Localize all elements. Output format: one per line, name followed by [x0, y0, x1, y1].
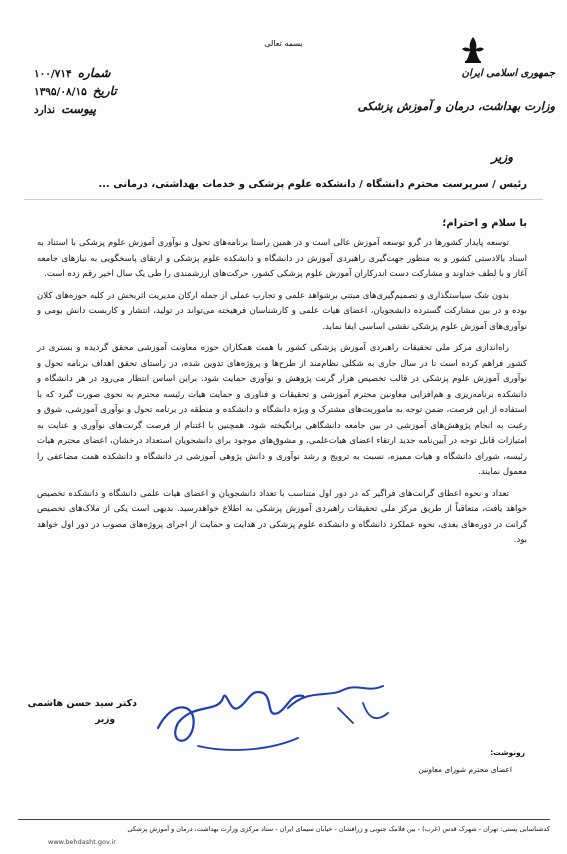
paragraph: تعداد و نحوه اعطای گرانت‌های فراگیر که در دور اول متناسب با تعداد دانشجویان و اعضای هیات علمی دانشگاه و دانشکده تخصیص خواهد یافت، متعاقباً از طریق مرکز ملی تحقیقات راهبردی آموزش پزشکی به اطلاع خواهدرسید. بدیهی است یکی از ملاک‌های تخصیص گرانت در دوره‌های بعدی، نحوه عملکرد دانشگاه و دانشکده علوم پزشکی در هدایت و حمایت از اجرای پروژه‌های مصوب در دور اول خواهد بود. — [37, 488, 527, 545]
date-value: ۱۳۹۵/۰۸/۱۵ — [34, 86, 87, 98]
office-heading: وزیر — [491, 150, 513, 164]
divider — [24, 199, 543, 200]
salutation: با سلام و احترام؛ — [442, 218, 527, 229]
ministry-name: وزارت بهداشت، درمان و آموزش پزشکی — [357, 99, 555, 113]
paragraph: بدون شک سیاستگذاری و تصمیم‌گیری‌های مبتنی برشواهد علمی و تجارب عملی از جمله ارکان مدیریت اثربخش در کلیه حوزه‌های کلان بوده و در بین مشارکت گسترده دانشجویان، اعضای هیات علمی و کارشناسان فرهیخته می‌تواند در تولید، انتشار و کاربست دانش بومی و نوآوری‌های آموزش علوم پزشکی نقشی اساسی ایفا نماید. — [37, 290, 527, 332]
cc-label: رونوشت: — [490, 748, 525, 757]
paragraph: توسعه پایدار کشورها در گرو توسعه آموزش عالی است و در همین راستا برنامه‌های تحول و نوآوری آموزش علوم پزشکی با استناد به اسناد بالادستی کشور و به منظور جهت‌گیری راهبردی آموزش در دانشگاه و دانشکده علوم پزشکی و ارتقای پاسخگویی به نیازهای جامعه آغاز و با لطف خداوند و مشارکت دست اندرکاران آموزش علوم پزشکی کشور، حرکت‌های ارزشمندی را طی یک سال اخیر رقم زده است. — [37, 238, 527, 279]
signatory-title: وزیر — [95, 715, 115, 725]
footer-address: کدشناسایی پستی: تهران - شهرک قدس (غرب) - بین فلامک جنوبی و زرافشان - خیابان سیمای ایران - ستاد مرکزی وزارت بهداشت، درمان و آموزش پزشکی — [127, 825, 550, 833]
reference-block — [34, 66, 184, 120]
country-name: جمهوری اسلامی ایران — [461, 68, 555, 79]
letter-body — [37, 236, 527, 555]
footer-website[interactable]: www.behdasht.gov.ir — [48, 838, 116, 846]
reference-attachment-row — [34, 102, 184, 120]
invocation: بسمه تعالی — [264, 39, 303, 48]
number-value: ۱۰۰/۷۱۴ — [34, 68, 72, 80]
cc-item: اعضای محترم شورای معاونین — [418, 765, 512, 774]
reference-date-row — [34, 84, 184, 102]
number-label: شماره — [77, 66, 111, 80]
attachment-label: پیوست — [61, 102, 97, 116]
paragraph: راه‌اندازی مرکز ملی تحقیقات راهبردی آموزش پزشکی کشور با همت همکاران حوزه معاونت آموزشی محقق گردیده و بستری در کشور فراهم کرده است تا در سال جاری به شکلی نظام‌مند از طرح‌ها و پروژه‌های تدوین شده، در راستای تحقق اهداف برنامه تحول و نوآوری آموزش علوم پزشکی در قالب تخصیص هزار گرنت پژوهش و نوآوری حمایت شود. براین اساس انتظار می‌رود در هر دانشگاه و دانشکده برنامه‌ریزی و هم‌افزایی معاونین محترم آموزشی و تحقیقات و فناوری و حمایت هیات رئیسه محترم به نحوی صورت گیرد که با استفاده از این فرصت، ضمن توجه به ماموریت‌های مشترک و ویژه دانشگاه و دانشکده و منطقه در برنامه تحول و نوآوری آموزشی، شوق و رغبت به انجام پژوهش‌های آموزشی در بین جامعه دانشگاهی برانگیخته شود. همچنین با اغتنام از فرصت گرنت‌های نوآوری و عنایت به امتیازات قابل توجه در آیین‌نامه جدید ارتقاء اعضای هیات‌علمی، و مشوق‌های موجود برای دانشجویان استعداد درخشان، اعضای محترم هیات رئیسه، شورای دانشگاه و هیات ممیزه، نسبت به ترویج و رشد نوآوری و دانش پژوهی آموزشی در دانشگاه و دانشکده همت مضاعفی را معمول نمایند. — [37, 343, 527, 477]
attachment-value: ندارد — [34, 104, 56, 116]
reference-number-row — [34, 66, 184, 84]
signatory-name: دکتر سید حسن هاشمی — [27, 698, 137, 709]
emblem-icon — [456, 36, 490, 64]
handwritten-signature — [138, 668, 408, 758]
footer — [18, 819, 550, 854]
addressee: رئیس / سرپرست محترم دانشگاه / دانشکده علوم پزشکی و خدمات بهداشتی، درمانی ... — [98, 179, 527, 190]
date-label: تاریخ — [92, 84, 117, 98]
